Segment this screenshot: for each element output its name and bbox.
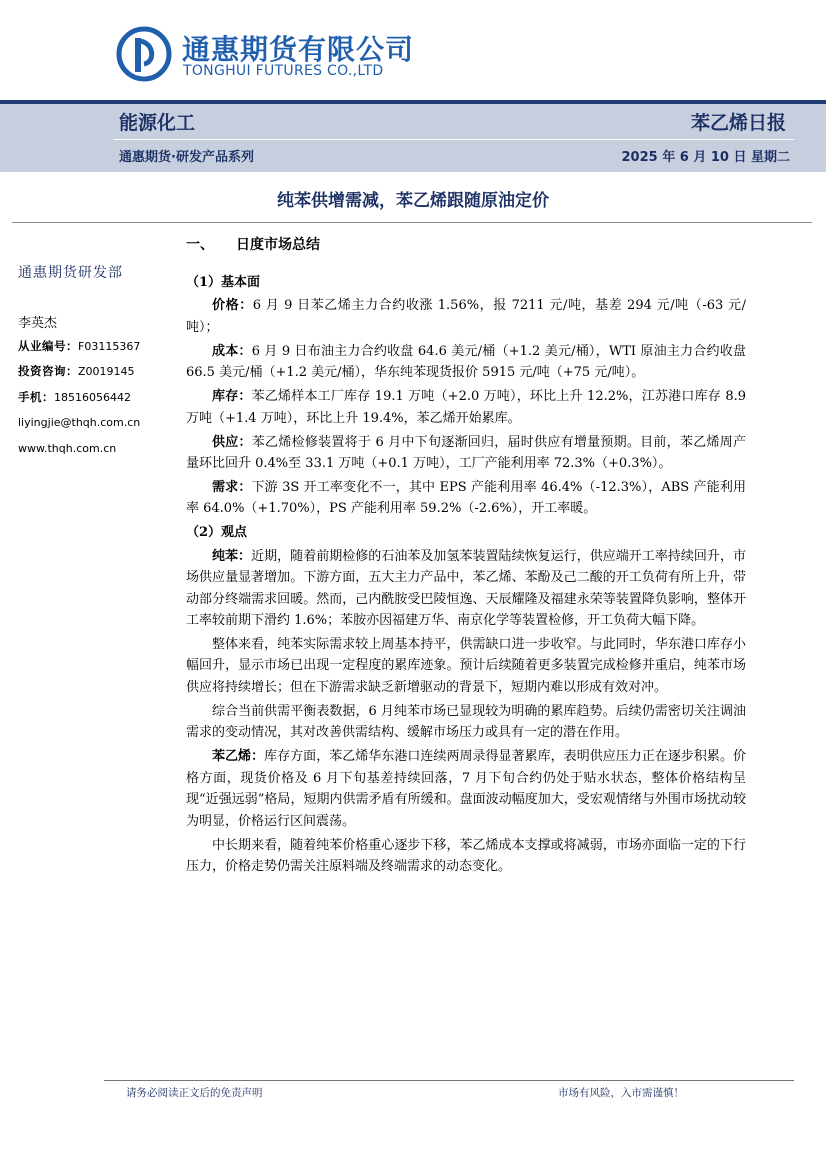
- sidebar-row-label: 从业编号：: [18, 339, 78, 353]
- band-divider: [114, 139, 794, 140]
- paragraph-text: 近期，随着前期检修的石油苯及加氢苯装置陆续恢复运行，供应端开工率持续回升，市场供应量显著增加。下游方面，五大主力产品中，苯乙烯、苯酚及己二酸的开工负荷有所上升，带动部分终端需求回暖。然而，己内酰胺受巴陵恒逸、天辰耀隆及福建永荣等装置降负影响，整体开工率较前期下滑约 1.6%；苯胺亦因福建万华、南京化学等装置检修，开工负荷大幅下降。: [186, 548, 746, 629]
- section-heading: [186, 234, 320, 254]
- sidebar-email-link[interactable]: liyingjie@thqh.com.cn: [18, 416, 141, 429]
- sidebar-row-consult: [18, 363, 135, 379]
- company-name-en: TONGHUI FUTURES CO.,LTD: [183, 63, 384, 79]
- sector-label: 能源化工: [119, 112, 196, 134]
- sidebar-row-value: Z0019145: [78, 365, 135, 378]
- item-key: 库存：: [212, 389, 252, 405]
- report-type-label: 苯乙烯日报: [690, 112, 786, 134]
- basics-item-price: [186, 295, 746, 338]
- paragraph-text: 整体来看，纯苯实际需求较上周基本持平，供需缺口进一步收窄。与此同时，华东港口库存小幅回升，显示市场已出现一定程度的累库迹象。预计后续随着更多装置完成检修并重启，纯苯市场供应将持续增长；但在下游需求缺乏新增驱动的背景下，短期内难以形成有效对冲。: [186, 637, 746, 695]
- views-paragraph: [186, 546, 746, 632]
- item-text: 苯乙烯检修装置将于 6 月中下旬逐渐回归，届时供应有增量预期。目前，苯乙烯周产量环比回升 0.4%至 33.1 万吨（+0.1 万吨），工厂产能利用率 72.3%（+0.3%）。: [186, 434, 746, 472]
- item-key: 需求：: [212, 480, 252, 496]
- footer-divider: [104, 1080, 794, 1081]
- paragraph-key: 纯苯：: [212, 548, 252, 564]
- report-date: 2025 年 6 月 10 日 星期二: [621, 150, 790, 165]
- views-paragraph: [186, 746, 746, 832]
- title-divider: [12, 222, 812, 223]
- views-heading: （2）观点: [186, 525, 248, 541]
- item-key: 价格：: [212, 298, 253, 314]
- series-label: 通惠期货·研发产品系列: [119, 150, 254, 165]
- paragraph-text: 库存方面，苯乙烯华东港口连续两周录得显著累库，表明供应压力正在逐步积累。价格方面，现货价格及 6 月下旬基差持续回落，7 月下旬合约仍处于贴水状态，整体价格结构呈现“近强远弱”格局，短期内供需矛盾有所缓和。盘面波动幅度加大，受宏观情绪与外围市场扰动较为明显，价格运行区间震荡。: [186, 749, 746, 829]
- paragraph-text: 中长期来看，随着纯苯价格重心逐步下移，苯乙烯成本支撑或将减弱，市场亦面临一定的下行压力，价格走势仍需关注原料端及终端需求的动态变化。: [186, 837, 746, 874]
- paragraph-text: 综合当前供需平衡表数据，6 月纯苯市场已显现较为明确的累库趋势。后续仍需密切关注调油需求的变动情况，其对改善供需结构、缓解市场压力或具有一定的潜在作用。: [186, 703, 746, 741]
- footer-disclaimer: 请务必阅读正文后的免责声明: [126, 1087, 263, 1099]
- sidebar-analyst: 李英杰: [18, 316, 58, 331]
- item-key: 供应：: [212, 434, 252, 450]
- sidebar-row-phone: [18, 389, 131, 405]
- sidebar-row-value: 18516056442: [54, 391, 131, 404]
- item-text: 下游 3S 开工率变化不一，其中 EPS 产能利用率 46.4%（-12.3%），ABS 产能利用率 64.0%（+1.70%），PS 产能利用率 59.2%（-2.6%），开工率暖。: [186, 480, 746, 517]
- item-text: 苯乙烯样本工厂库存 19.1 万吨（+2.0 万吨），环比上升 12.2%，江苏港口库存 8.9 万吨（+1.4 万吨），环比上升 19.4%，苯乙烯开始累库。: [186, 389, 746, 426]
- basics-item-cost: [186, 341, 746, 384]
- report-title: 纯苯供增需减，苯乙烯跟随原油定价: [277, 191, 549, 211]
- main-content: [186, 272, 746, 880]
- section-number: 一、: [186, 237, 214, 253]
- basics-item-demand: [186, 477, 746, 520]
- company-name-cn: 通惠期货有限公司: [182, 33, 415, 66]
- footer-risk-note: 市场有风险，入市需谨慎！: [558, 1087, 684, 1099]
- band-top-strip: [0, 100, 826, 104]
- item-text: 6 月 9 日苯乙烯主力合约收涨 1.56%，报 7211 元/吨，基差 294 元/吨（-63 元/吨）；: [186, 298, 746, 335]
- views-paragraph: [186, 634, 746, 698]
- sidebar-department: 通惠期货研发部: [18, 265, 123, 281]
- sidebar-website-link[interactable]: www.thqh.com.cn: [18, 442, 117, 455]
- sidebar-row-label: 手机：: [18, 390, 54, 404]
- sidebar-row-value: F03115367: [78, 340, 141, 353]
- section-title: 日度市场总结: [236, 237, 320, 253]
- sidebar-row-label: 投资咨询：: [18, 364, 78, 378]
- sidebar-row-license: [18, 338, 140, 354]
- views-paragraph: [186, 701, 746, 744]
- paragraph-key: 苯乙烯：: [212, 749, 265, 765]
- basics-item-inventory: [186, 386, 746, 429]
- tonghui-logo-icon: [116, 26, 172, 82]
- basics-item-supply: [186, 432, 746, 475]
- views-paragraph: [186, 835, 746, 878]
- item-text: 6 月 9 日布油主力合约收盘 64.6 美元/桶（+1.2 美元/桶），WTI 原油主力合约收盘 66.5 美元/桶（+1.2 美元/桶），华东纯苯现货报价 5915 元/吨（+75 元/吨）。: [186, 343, 746, 381]
- item-key: 成本：: [212, 343, 252, 359]
- basics-heading: （1）基本面: [186, 275, 261, 290]
